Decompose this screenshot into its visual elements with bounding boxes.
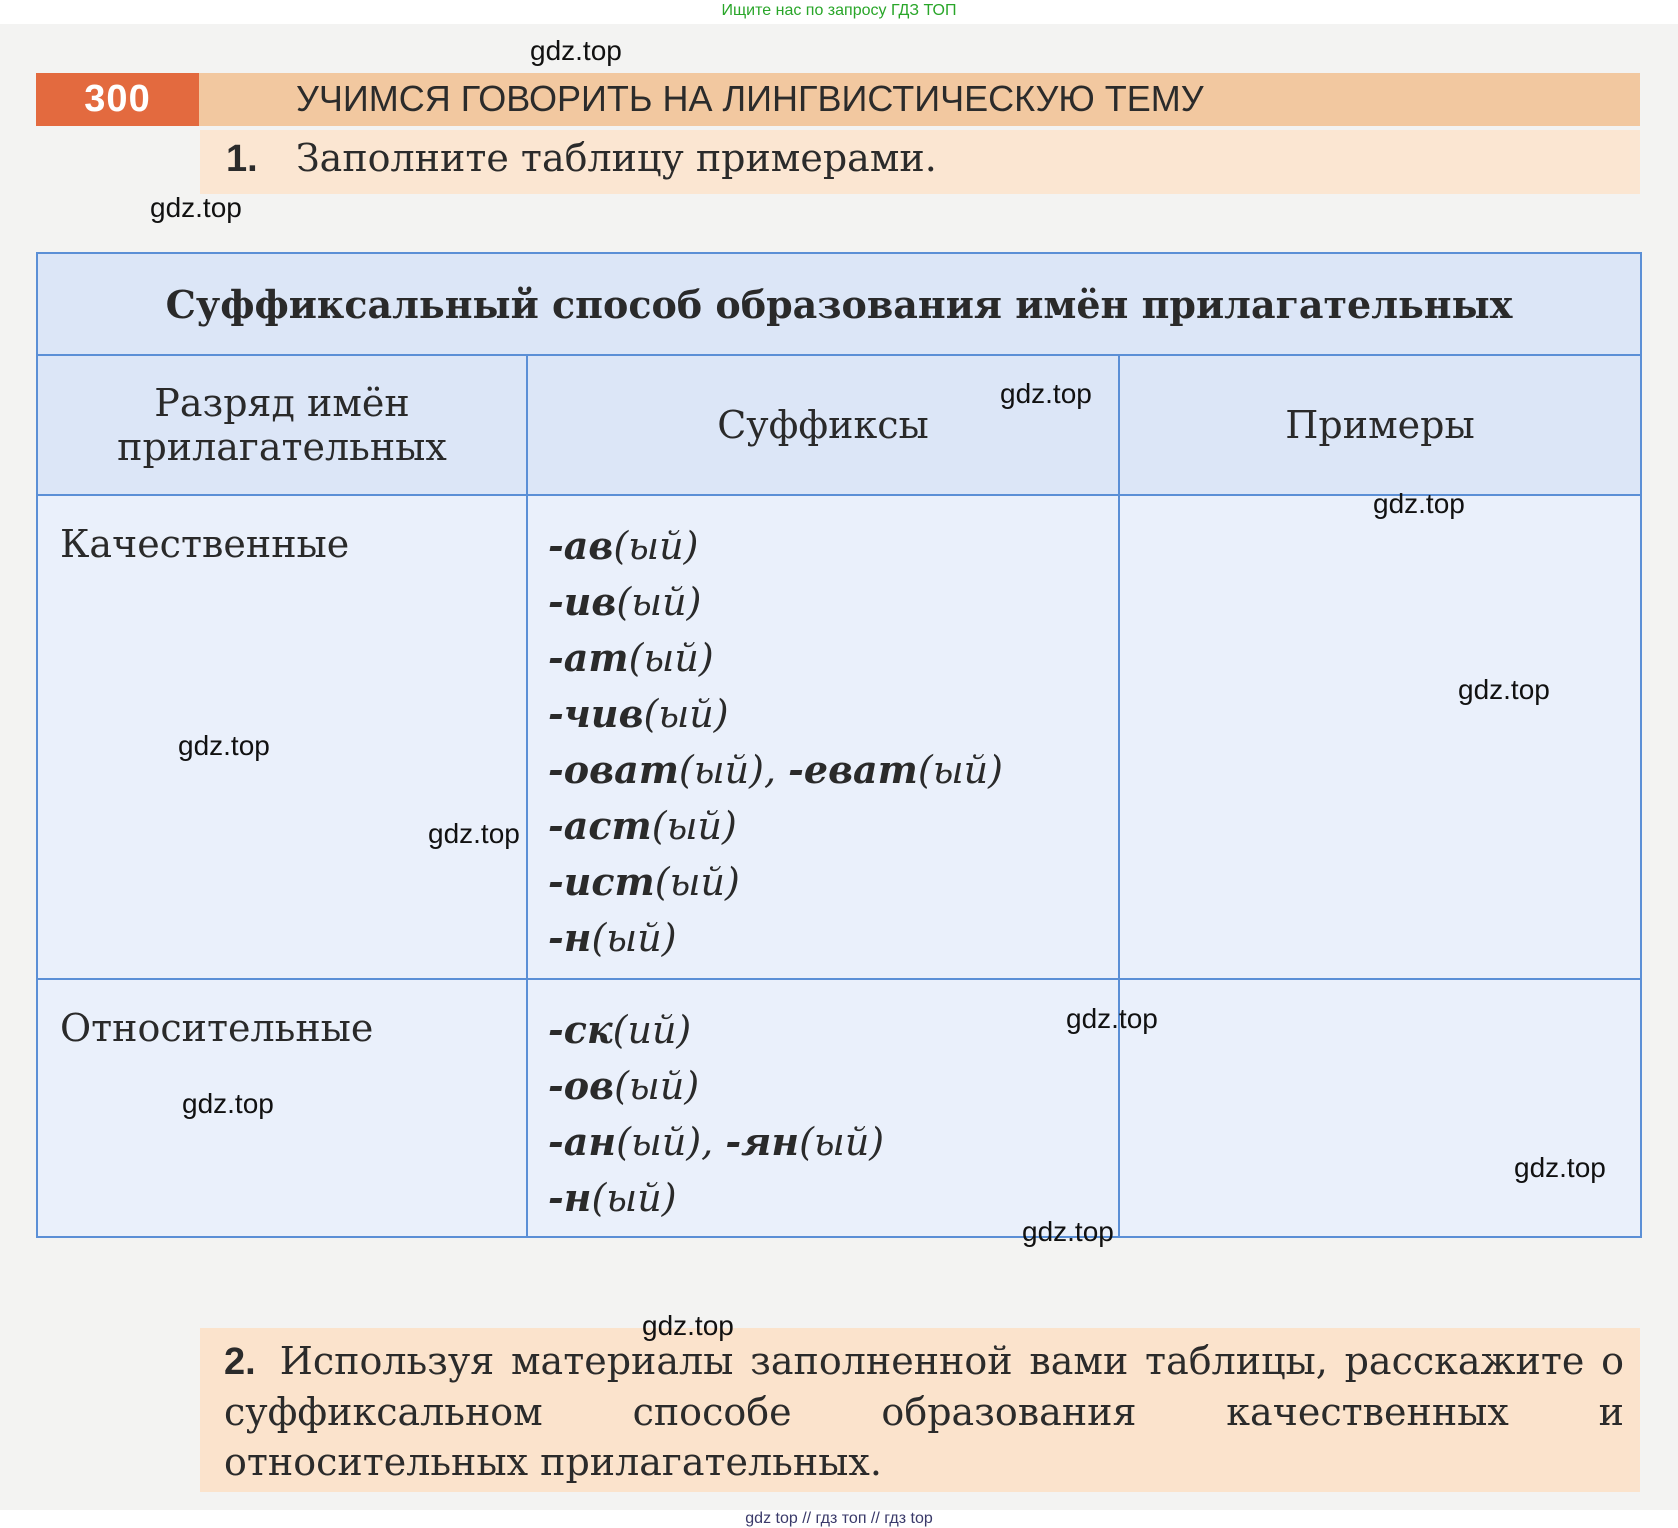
examples-cell[interactable]	[1119, 979, 1641, 1237]
examples-cell[interactable]	[1119, 495, 1641, 979]
header-suffixes: Суффиксы	[527, 355, 1119, 495]
suffix-item: -ив(ый)	[548, 579, 702, 624]
watermark: gdz.top	[428, 818, 520, 849]
suffix-item: -н(ый)	[548, 1175, 677, 1220]
table-row	[37, 979, 1641, 1237]
table-row	[37, 495, 1641, 979]
watermark: gdz.top	[1514, 1152, 1606, 1183]
watermark: gdz.top	[1022, 1216, 1114, 1247]
top-search-note: Ищите нас по запросу ГДЗ ТОП	[721, 2, 957, 19]
watermark: gdz.top	[1373, 488, 1465, 519]
watermark: gdz.top	[642, 1310, 734, 1341]
suffix-item: -ат(ый)	[548, 635, 714, 680]
watermark: gdz.top	[178, 730, 270, 761]
watermark: gdz.top	[530, 35, 622, 66]
suffix-item: -ов(ый)	[548, 1063, 700, 1108]
header-examples: Примеры	[1119, 355, 1641, 495]
header-category: Разряд имён прилагательных	[37, 355, 527, 495]
task1-number: 1.	[226, 138, 258, 180]
table-title: Суффиксальный способ образования имён прилагательных	[37, 253, 1641, 355]
suffix-table	[36, 252, 1642, 1238]
exercise-number: 300	[36, 73, 199, 126]
suffix-item: -ист(ый)	[548, 859, 740, 904]
task2-text: 2. Используя материалы заполненной вами таблицы, расскажите о суффиксальном способе образования качественных и относительных прилагательных.	[224, 1339, 1624, 1484]
suffix-item: -ан(ый), -ян(ый)	[548, 1119, 885, 1164]
suffix-item: -оват(ый), -еват(ый)	[548, 747, 1003, 792]
suffix-item: -аст(ый)	[548, 803, 737, 848]
category-cell: Относительные	[37, 979, 527, 1237]
suffix-item: -ав(ый)	[548, 523, 699, 568]
watermark: gdz.top	[1066, 1003, 1158, 1034]
category-cell: Качественные	[37, 495, 527, 979]
suffix-item: -чив(ый)	[548, 691, 729, 736]
watermark: gdz.top	[1458, 674, 1550, 705]
watermark: gdz.top	[182, 1088, 274, 1119]
exercise-heading: УЧИМСЯ ГОВОРИТЬ НА ЛИНГВИСТИЧЕСКУЮ ТЕМУ	[296, 78, 1204, 119]
suffix-list	[527, 495, 1119, 979]
watermark: gdz.top	[150, 192, 242, 223]
task1-text: Заполните таблицу примерами.	[296, 136, 937, 180]
watermark: gdz.top	[1000, 378, 1092, 409]
footer-note: gdz top // гдз топ // гдз top	[745, 1510, 933, 1527]
suffix-item: -ск(ий)	[548, 1007, 692, 1052]
suffix-item: -н(ый)	[548, 915, 677, 960]
suffix-list	[527, 979, 1119, 1237]
